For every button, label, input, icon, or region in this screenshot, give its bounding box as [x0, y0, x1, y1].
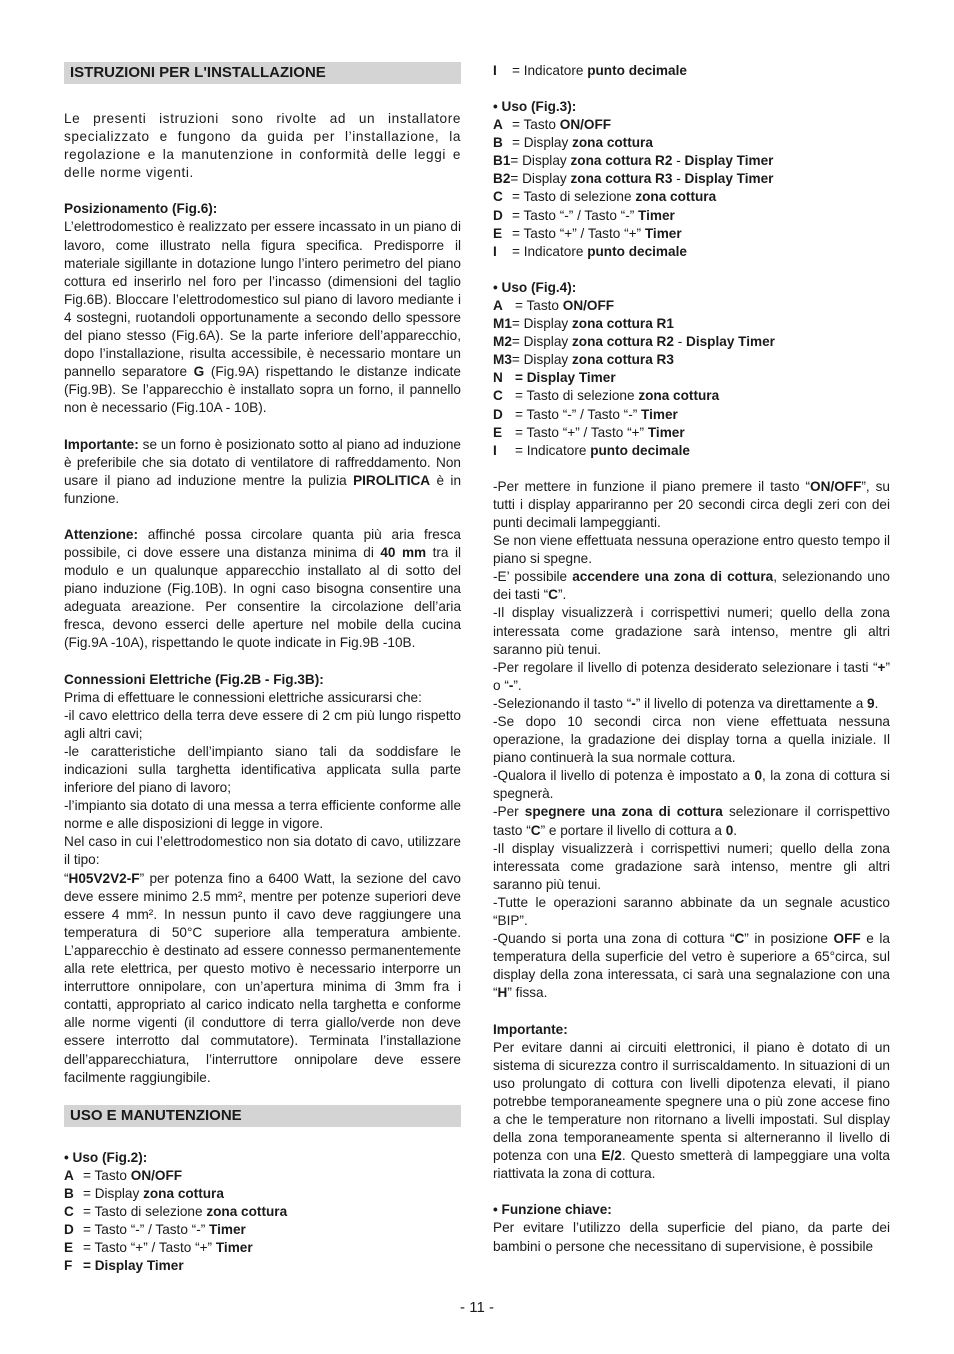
key-function-title: • Funzione chiave: — [493, 1202, 612, 1218]
connections-title: Connessioni Elettriche (Fig.2B - Fig.3B): — [64, 671, 324, 687]
legend-item: N = Display Timer — [493, 370, 616, 386]
legend-item: D = Tasto “-” / Tasto “-” Timer — [493, 207, 675, 223]
legend-item: F = Display Timer — [64, 1258, 184, 1274]
connections-line-3: -le caratteristiche dell’impianto siano tali da soddisfare le indicazioni sulla targhetta identificativa applicata sulla parte inferiore del piano di lavoro; — [64, 743, 461, 796]
legend-item: E = Tasto “+” / Tasto “+” Timer — [493, 225, 682, 241]
legend-item: D = Tasto “-” / Tasto “-” Timer — [493, 406, 678, 422]
instruction-paragraph: -Per regolare il livello di potenza desiderato selezionare i tasti “+” o “-”. — [493, 659, 890, 693]
legend-item: B = Display zona cottura — [493, 135, 653, 151]
instruction-paragraph: -Il display visualizzerà i corrispettivi numeri; quello della zona interessata come gradazione sarà intenso, mentre gli altri saranno più tenui. — [493, 840, 890, 892]
legend-item: E = Tasto “+” / Tasto “+” Timer — [493, 424, 685, 440]
section-heading-use: USO E MANUTENZIONE — [64, 1105, 461, 1127]
legend-item: B = Display zona cottura — [64, 1185, 224, 1201]
positioning-paragraph: L’elettrodomestico è realizzato per essere incassato in un piano di lavoro, come illustrato nella figura specifica. Predisporre il materiale sigillante in dotazione lungo l’intero perimetro del piano cottura ed inserirlo nel foro per l’incasso (dimensioni del taglio Fig.6B). Bloccare l’elettrodomestico sul piano di lavoro mediante i 4 sostegni, ruotandoli opportunamente a secondo dello spessore del piano stesso (Fig.6A). Se la parte inferiore dell’apparecchio, dopo l’installazione, risulta accessibile, è necessario montare un pannello separatore G (Fig.9A) rispettando le distanze indicate (Fig.9B). Se l’apparecchio è installato sopra un forno, il pannello non è necessario (Fig.10A - 10B). — [64, 219, 461, 416]
instruction-paragraph: -Quando si porta una zona di cottura “C” in posizione OFF e la temperatura della superficie del vetro è superiore a 65°circa, sul display della zona interessata, ci sarà una segnalazione con una “H” fissa. — [493, 931, 890, 1001]
connections-line-2: -il cavo elettrico della terra deve essere di 2 cm più lungo rispetto agli altri cavi; — [64, 707, 461, 741]
instruction-paragraph: -Il display visualizzerà i corrispettivi numeri; quello della zona interessata come gradazione sarà intenso, mentre gli altri saranno più tenui. — [493, 605, 890, 657]
connections-line-1: Prima di effettuare le connessioni elettriche assicurarsi che: — [64, 689, 422, 705]
legend-item: C = Tasto di selezione zona cottura — [64, 1203, 288, 1219]
right-column — [493, 62, 890, 1256]
legend-item: I = Indicatore punto decimale — [493, 63, 687, 78]
left-column — [64, 62, 461, 1275]
important-paragraph: Per evitare danni ai circuiti elettronici, il piano è dotato di un sistema di sicurezza contro il surriscaldamento. In situazioni di un uso prolungato di cottura con livelli dipotenza elevati, il piano potrebbe temporaneamente spegnere una o più zone accese fino a che le temperature non ritornano a livelli impostati. Sul display della zona temporaneamente spenta si alterneranno il livello di potenza con una E/2. Questo smetterà di lampeggiare una volta riattivata la zona di cottura. — [493, 1039, 890, 1182]
attention-paragraph: Attenzione: affinché possa circolare quanta più aria fresca possibile, ci dove essere una distanza minima di 40 mm tra il modulo e un qualunque apparecchio installato al di sotto del piano induzione (Fig.10B). In ogni caso bisogna consentire una adeguata areazione. Per consentire la circolazione dell’aria fresca, devono esserci delle aperture nel mobile della cucina (Fig.9A -10A), rispettando le quote indicate in Fig.9B -10B. — [64, 526, 461, 651]
legend-item: A = Tasto ON/OFF — [493, 297, 615, 313]
fig3-legend — [493, 116, 890, 261]
instruction-paragraph: Se non viene effettuata nessuna operazione entro questo tempo il piano si spegne. — [493, 533, 890, 567]
legend-item: A = Tasto ON/OFF — [64, 1167, 183, 1183]
legend-item: M1 = Display zona cottura R1 — [493, 316, 674, 332]
legend-item: M3 = Display zona cottura R3 — [493, 352, 674, 368]
key-function-paragraph: Per evitare l’utilizzo della superficie del piano, da parte dei bambini o persone che necessitano di supervisione, è possibile — [493, 1220, 890, 1254]
legend-item: I = Indicatore punto decimale — [493, 442, 690, 458]
important-title: Importante: — [493, 1021, 568, 1037]
positioning-title: Posizionamento (Fig.6): — [64, 201, 218, 217]
instruction-paragraph: -Tutte le operazioni saranno abbinate da un segnale acustico “BIP”. — [493, 894, 890, 929]
legend-item: I = Indicatore punto decimale — [493, 243, 687, 259]
instruction-paragraph: -Per mettere in funzione il piano premere il tasto “ON/OFF”, su tutti i display appariranno per 20 secondi circa degli zeri con dei punti decimali lampeggianti. — [493, 478, 890, 530]
important-paragraph: Importante: se un forno è posizionato sotto al piano ad induzione è preferibile che sia dotato di ventilatore di raffreddamento. Non usare il piano ad induzione mentre la pulizia PIROLITICA è in funzione. — [64, 436, 462, 506]
page-number: - 11 - — [460, 1299, 494, 1316]
instruction-paragraph: -Qualora il livello di potenza è impostato a 0, la zona di cottura si spegnerà. — [493, 768, 890, 802]
intro-paragraph: Le presenti istruzioni sono rivolte ad un installatore specializzato e fungono da guida per l’installazione, la regolazione e la manutenzione in conformità delle leggi e delle norme vigenti. — [64, 111, 461, 181]
legend-item: E = Tasto “+” / Tasto “+” Timer — [64, 1240, 253, 1256]
operation-instructions — [493, 478, 890, 1003]
fig3-title: • Uso (Fig.3): — [493, 99, 577, 114]
instruction-paragraph: -Per spegnere una zona di cottura selezionare il corrispettivo tasto “C” e portare il livello di cottura a 0. — [493, 804, 890, 838]
connections-line-4: -l’impianto sia dotato di una messa a terra efficiente conforme alle norme e alle disposizioni di legge in vigore. — [64, 798, 461, 832]
connections-line-6: “H05V2V2-F” per potenza fino a 6400 Watt, la sezione del cavo deve essere minimo 2.5 mm², mentre per potenze superiori deve essere 4 mm². In nessun punto il cavo deve raggiungere una temperatura di 50°C superiore alla temperatura ambiente. L’apparecchio è destinato ad essere connesso permanentemente alla rete elettrica, per questo motivo è necessario interporre un interruttore onnipolare, con un’apertura minima di 3mm fra i contatti, appropriato al carico indicato nella targhetta e conforme alle norme vigenti (il conduttore di terra giallo/verde non deve essere interrotto dal commutatore). Terminata l’installazione dell’apparecchiatura, l’interruttore onnipolare deve essere facilmente raggiungibile. — [64, 870, 461, 1085]
legend-item: D = Tasto “-” / Tasto “-” Timer — [64, 1222, 246, 1238]
instruction-paragraph: -E’ possibile accendere una zona di cottura, selezionando uno dei tasti “C”. — [493, 569, 890, 603]
connections-line-5: Nel caso in cui l’elettrodomestico non sia dotato di cavo, utilizzare il tipo: — [64, 834, 461, 868]
instruction-paragraph: -Se dopo 10 secondi circa non viene effettuata nessuna operazione, la gradazione dei display torna a quella iniziale. Il piano continuerà la sua normale cottura. — [493, 714, 890, 766]
legend-item: M2 = Display zona cottura R2 - Display Timer — [493, 334, 775, 350]
fig2-title: • Uso (Fig.2): — [64, 1149, 148, 1165]
legend-item: C = Tasto di selezione zona cottura — [493, 189, 717, 205]
instruction-paragraph: -Selezionando il tasto “-” il livello di potenza va direttamente a 9. — [493, 695, 879, 711]
fig4-title: • Uso (Fig.4): — [493, 279, 577, 295]
section-heading-installation: ISTRUZIONI PER L'INSTALLAZIONE — [64, 62, 461, 84]
fig4-legend — [493, 297, 890, 460]
legend-item: B2 = Display zona cottura R3 - Display Timer — [493, 171, 774, 187]
legend-item: B1 = Display zona cottura R2 - Display Timer — [493, 153, 774, 169]
fig2-legend — [64, 1167, 461, 1276]
legend-item: C = Tasto di selezione zona cottura — [493, 388, 720, 404]
legend-item: A = Tasto ON/OFF — [493, 117, 612, 133]
